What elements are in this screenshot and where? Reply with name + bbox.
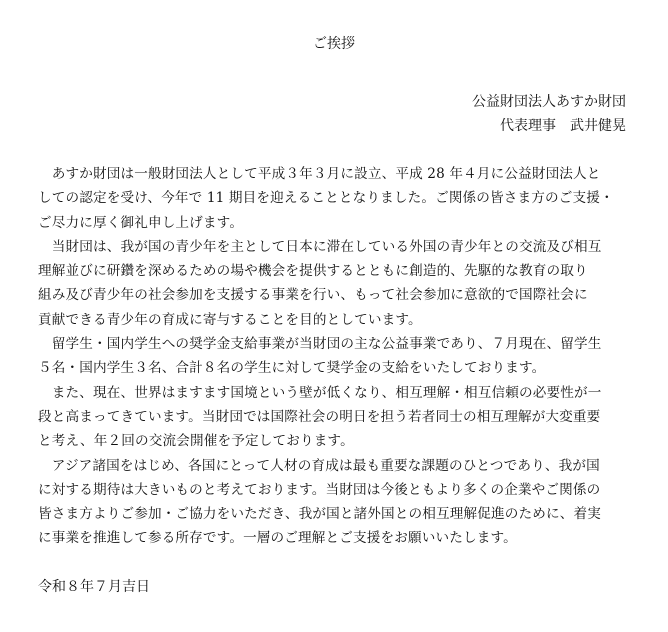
- body-line: と考え、年２回の交流会開催を予定しております。: [38, 433, 354, 450]
- body-line: 当財団は、我が国の青少年を主として日本に滞在している外国の青少年との交流及び相互: [38, 238, 602, 255]
- body-line: 段と高まってきています。当財団では国際社会の明日を担う若者同士の相互理解が大変重要: [38, 408, 601, 425]
- body-line: ５名・国内学生３名、合計８名の学生に対して奨学金の支給をいたしております。: [38, 360, 546, 377]
- body-line: しての認定を受け、今年で 11 期目を迎えることとなりました。ご関係の皆さま方のご支援・: [38, 190, 614, 207]
- body-line: 組み及び青少年の社会参加を支援する事業を行い、もって社会参加に意欲的で国際社会に: [38, 287, 588, 304]
- organization-name: 公益財団法人あすか財団: [472, 94, 626, 110]
- body-line: ご尽力に厚く御礼申し上げます。: [38, 214, 244, 231]
- greeting-body: [38, 162, 630, 551]
- body-line: あすか財団は一般財団法人として平成３年３月に設立、平成 28 年４月に公益財団法人と: [38, 166, 601, 182]
- body-line: アジア諸国をはじめ、各国にとって人材の育成は最も重要な課題のひとつであり、我が国: [38, 457, 600, 474]
- document-date: 令和８年７月吉日: [38, 579, 150, 595]
- body-line: 皆さま方よりご参加・ご協力をいただき、我が国と諸外国との相互理解促進のために、着実: [38, 506, 601, 523]
- body-line: に事業を推進して参る所存です。一層のご理解とご支援をお願いいたします。: [38, 530, 517, 547]
- body-line: また、現在、世界はますます国境という壁が低くなり、相互理解・相互信頼の必要性が一: [38, 384, 602, 401]
- body-line: 貢献できる青少年の育成に寄与することを目的としています。: [38, 311, 422, 328]
- document-title: ご挨拶: [313, 36, 355, 52]
- body-line: 留学生・国内学生への奨学金支給事業が当財団の主な公益事業であり、７月現在、留学生: [38, 336, 602, 353]
- body-line: に対する期待は大きいものと考えております。当財団は今後ともより多くの企業やご関係の: [38, 481, 601, 498]
- body-line: 理解並びに研鑽を深めるための場や機会を提供するとともに創造的、先駆的な教育の取り: [38, 263, 588, 280]
- representative-name: 代表理事 武井健晃: [500, 118, 626, 134]
